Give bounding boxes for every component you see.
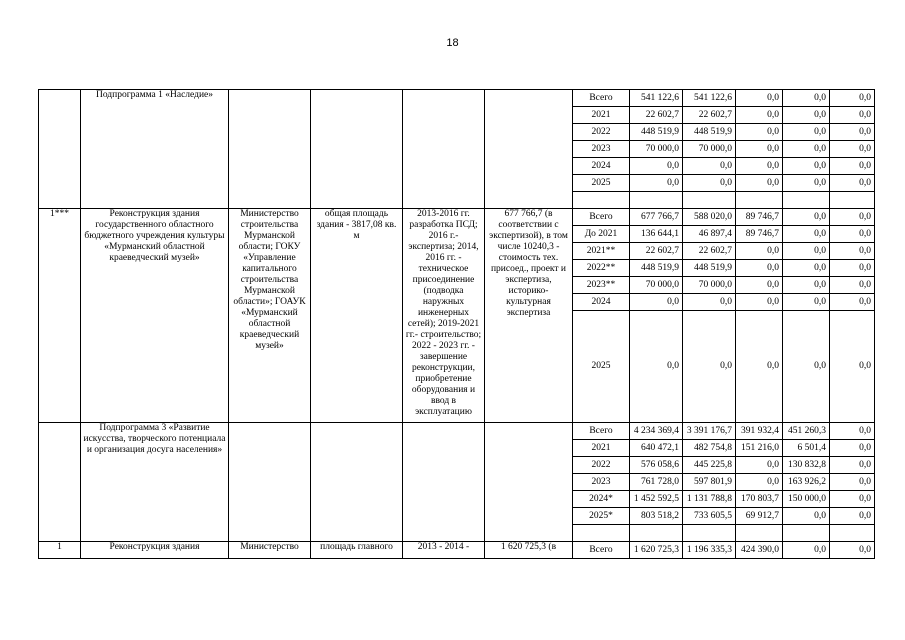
row-number-cell: 1 xyxy=(39,542,81,559)
amount-cell: 448 519,9 xyxy=(630,124,683,141)
amount-cell: 0,0 xyxy=(830,124,875,141)
amount-cell: 803 518,2 xyxy=(630,508,683,525)
amount-cell: 0,0 xyxy=(736,294,783,311)
amount-cell: 424 390,0 xyxy=(736,542,783,559)
year-cell: Всего xyxy=(573,209,630,226)
year-cell: Всего xyxy=(573,423,630,440)
period-cell: 2013 - 2014 - xyxy=(403,542,485,559)
amount-cell: 0,0 xyxy=(736,175,783,192)
amount-cell xyxy=(630,192,683,209)
year-cell xyxy=(573,525,630,542)
amount-cell: 0,0 xyxy=(783,90,830,107)
amount-cell: 0,0 xyxy=(830,423,875,440)
year-cell: Всего xyxy=(573,90,630,107)
amount-cell: 0,0 xyxy=(830,141,875,158)
amount-cell: 0,0 xyxy=(736,311,783,423)
amount-cell: 448 519,9 xyxy=(683,260,736,277)
capacity-cell xyxy=(311,423,403,542)
year-cell: 2025 xyxy=(573,175,630,192)
year-cell: 2022** xyxy=(573,260,630,277)
amount-cell xyxy=(683,192,736,209)
amount-cell: 0,0 xyxy=(783,294,830,311)
page-number: 18 xyxy=(446,37,459,49)
amount-cell: 0,0 xyxy=(736,90,783,107)
amount-cell: 0,0 xyxy=(830,508,875,525)
amount-cell: 0,0 xyxy=(630,294,683,311)
period-cell xyxy=(403,423,485,542)
estimated-cost-cell: 677 766,7 (в соответствии с экспертизой), в том числе 10240,3 - стоимость тех. присоед., проект и экспертиза, историко-культурная экспертиза xyxy=(485,209,573,423)
amount-cell: 0,0 xyxy=(783,158,830,175)
amount-cell: 0,0 xyxy=(683,158,736,175)
amount-cell: 70 000,0 xyxy=(683,141,736,158)
amount-cell: 0,0 xyxy=(783,542,830,559)
amount-cell: 0,0 xyxy=(830,294,875,311)
amount-cell: 0,0 xyxy=(830,440,875,457)
year-cell: 2022 xyxy=(573,457,630,474)
amount-cell: 391 932,4 xyxy=(736,423,783,440)
amount-cell: 0,0 xyxy=(783,243,830,260)
year-cell: 2024 xyxy=(573,158,630,175)
year-cell: 2021** xyxy=(573,243,630,260)
estimated-cost-cell xyxy=(485,423,573,542)
amount-cell: 0,0 xyxy=(830,311,875,423)
amount-cell: 0,0 xyxy=(783,226,830,243)
amount-cell xyxy=(830,525,875,542)
amount-cell: 0,0 xyxy=(830,90,875,107)
amount-cell: 0,0 xyxy=(783,209,830,226)
amount-cell: 448 519,9 xyxy=(630,260,683,277)
table-row xyxy=(39,209,875,226)
amount-cell: 170 803,7 xyxy=(736,491,783,508)
amount-cell: 0,0 xyxy=(736,277,783,294)
amount-cell: 576 058,6 xyxy=(630,457,683,474)
amount-cell: 22 602,7 xyxy=(630,243,683,260)
investment-table xyxy=(38,89,875,559)
amount-cell xyxy=(830,192,875,209)
amount-cell: 0,0 xyxy=(683,175,736,192)
amount-cell: 0,0 xyxy=(830,243,875,260)
amount-cell: 1 620 725,3 xyxy=(630,542,683,559)
period-cell: 2013-2016 гг. разработка ПСД; 2016 г.- экспертиза; 2014, 2016 гг. - техническое присоединение (подводка наружных инженерных сетей); 2019-2021 гг.- строительство; 2022 - 2023 гг. - завершение реконструкции, приобретение оборудования и ввод в эксплуатацию xyxy=(403,209,485,423)
amount-cell: 0,0 xyxy=(830,474,875,491)
amount-cell xyxy=(783,192,830,209)
amount-cell: 640 472,1 xyxy=(630,440,683,457)
year-cell: Всего xyxy=(573,542,630,559)
amount-cell: 0,0 xyxy=(830,457,875,474)
amount-cell: 0,0 xyxy=(630,158,683,175)
amount-cell: 0,0 xyxy=(783,277,830,294)
table-row xyxy=(39,90,875,107)
amount-cell: 541 122,6 xyxy=(630,90,683,107)
amount-cell: 482 754,8 xyxy=(683,440,736,457)
amount-cell: 448 519,9 xyxy=(683,124,736,141)
amount-cell: 0,0 xyxy=(630,311,683,423)
year-cell: 2023** xyxy=(573,277,630,294)
year-cell: 2022 xyxy=(573,124,630,141)
amount-cell: 0,0 xyxy=(783,311,830,423)
amount-cell: 150 000,0 xyxy=(783,491,830,508)
amount-cell: 0,0 xyxy=(783,107,830,124)
amount-cell: 130 832,8 xyxy=(783,457,830,474)
amount-cell xyxy=(783,525,830,542)
amount-cell: 541 122,6 xyxy=(683,90,736,107)
row-number-cell xyxy=(39,90,81,209)
amount-cell: 0,0 xyxy=(736,141,783,158)
amount-cell xyxy=(683,525,736,542)
amount-cell: 22 602,7 xyxy=(683,243,736,260)
capacity-cell xyxy=(311,90,403,209)
amount-cell: 0,0 xyxy=(736,260,783,277)
table-body xyxy=(39,90,875,559)
year-cell: 2024* xyxy=(573,491,630,508)
year-cell: 2025* xyxy=(573,508,630,525)
amount-cell: 0,0 xyxy=(830,277,875,294)
amount-cell: 46 897,4 xyxy=(683,226,736,243)
amount-cell: 0,0 xyxy=(783,260,830,277)
amount-cell: 136 644,1 xyxy=(630,226,683,243)
year-cell xyxy=(573,192,630,209)
amount-cell: 0,0 xyxy=(830,158,875,175)
amount-cell xyxy=(630,525,683,542)
amount-cell: 0,0 xyxy=(736,243,783,260)
year-cell: 2021 xyxy=(573,107,630,124)
object-name-cell: Реконструкция здания государственного областного бюджетного учреждения культуры «Мурманский областной краеведческий музей» xyxy=(81,209,229,423)
amount-cell: 0,0 xyxy=(783,124,830,141)
amount-cell: 0,0 xyxy=(830,209,875,226)
amount-cell: 0,0 xyxy=(736,457,783,474)
table-row xyxy=(39,423,875,440)
amount-cell: 1 452 592,5 xyxy=(630,491,683,508)
amount-cell: 597 801,9 xyxy=(683,474,736,491)
amount-cell: 761 728,0 xyxy=(630,474,683,491)
estimated-cost-cell: 1 620 725,3 (в xyxy=(485,542,573,559)
amount-cell: 733 605,5 xyxy=(683,508,736,525)
amount-cell: 0,0 xyxy=(683,311,736,423)
amount-cell: 0,0 xyxy=(683,294,736,311)
amount-cell: 0,0 xyxy=(830,107,875,124)
amount-cell: 0,0 xyxy=(736,107,783,124)
amount-cell: 163 926,2 xyxy=(783,474,830,491)
amount-cell: 0,0 xyxy=(783,508,830,525)
amount-cell: 0,0 xyxy=(736,158,783,175)
amount-cell: 22 602,7 xyxy=(630,107,683,124)
year-cell: 2024 xyxy=(573,294,630,311)
object-name-cell: Подпрограмма 1 «Наследие» xyxy=(81,90,229,209)
amount-cell: 0,0 xyxy=(783,141,830,158)
amount-cell: 0,0 xyxy=(830,260,875,277)
amount-cell: 151 216,0 xyxy=(736,440,783,457)
amount-cell: 0,0 xyxy=(630,175,683,192)
amount-cell: 451 260,3 xyxy=(783,423,830,440)
amount-cell: 70 000,0 xyxy=(630,277,683,294)
amount-cell: 0,0 xyxy=(736,124,783,141)
amount-cell: 0,0 xyxy=(736,474,783,491)
executor-cell: Министерство строительства Мурманской области; ГОКУ «Управление капитального строительства Мурманской области»; ГОАУК «Мурманский областной краеведческий музей» xyxy=(229,209,311,423)
object-name-cell: Подпрограмма 3 «Развитие искусства, творческого потенциала и организация досуга населения» xyxy=(81,423,229,542)
amount-cell: 4 234 369,4 xyxy=(630,423,683,440)
amount-cell: 1 131 788,8 xyxy=(683,491,736,508)
amount-cell: 0,0 xyxy=(783,175,830,192)
year-cell: 2023 xyxy=(573,474,630,491)
amount-cell xyxy=(736,192,783,209)
executor-cell xyxy=(229,90,311,209)
amount-cell: 1 196 335,3 xyxy=(683,542,736,559)
amount-cell: 677 766,7 xyxy=(630,209,683,226)
amount-cell: 445 225,8 xyxy=(683,457,736,474)
amount-cell: 69 912,7 xyxy=(736,508,783,525)
period-cell xyxy=(403,90,485,209)
object-name-cell: Реконструкция здания xyxy=(81,542,229,559)
year-cell: 2021 xyxy=(573,440,630,457)
row-number-cell xyxy=(39,423,81,542)
amount-cell: 3 391 176,7 xyxy=(683,423,736,440)
estimated-cost-cell xyxy=(485,90,573,209)
amount-cell: 89 746,7 xyxy=(736,226,783,243)
amount-cell: 6 501,4 xyxy=(783,440,830,457)
amount-cell: 70 000,0 xyxy=(683,277,736,294)
capacity-cell: площадь главного xyxy=(311,542,403,559)
amount-cell: 0,0 xyxy=(830,491,875,508)
amount-cell: 89 746,7 xyxy=(736,209,783,226)
amount-cell: 70 000,0 xyxy=(630,141,683,158)
amount-cell: 0,0 xyxy=(830,226,875,243)
executor-cell xyxy=(229,423,311,542)
amount-cell xyxy=(736,525,783,542)
amount-cell: 588 020,0 xyxy=(683,209,736,226)
executor-cell: Министерство xyxy=(229,542,311,559)
amount-cell: 0,0 xyxy=(830,542,875,559)
year-cell: 2025 xyxy=(573,311,630,423)
capacity-cell: общая площадь здания - 3817,08 кв. м xyxy=(311,209,403,423)
year-cell: 2023 xyxy=(573,141,630,158)
row-number-cell: 1*** xyxy=(39,209,81,423)
amount-cell: 22 602,7 xyxy=(683,107,736,124)
year-cell: До 2021 xyxy=(573,226,630,243)
table-row xyxy=(39,542,875,559)
amount-cell: 0,0 xyxy=(830,175,875,192)
